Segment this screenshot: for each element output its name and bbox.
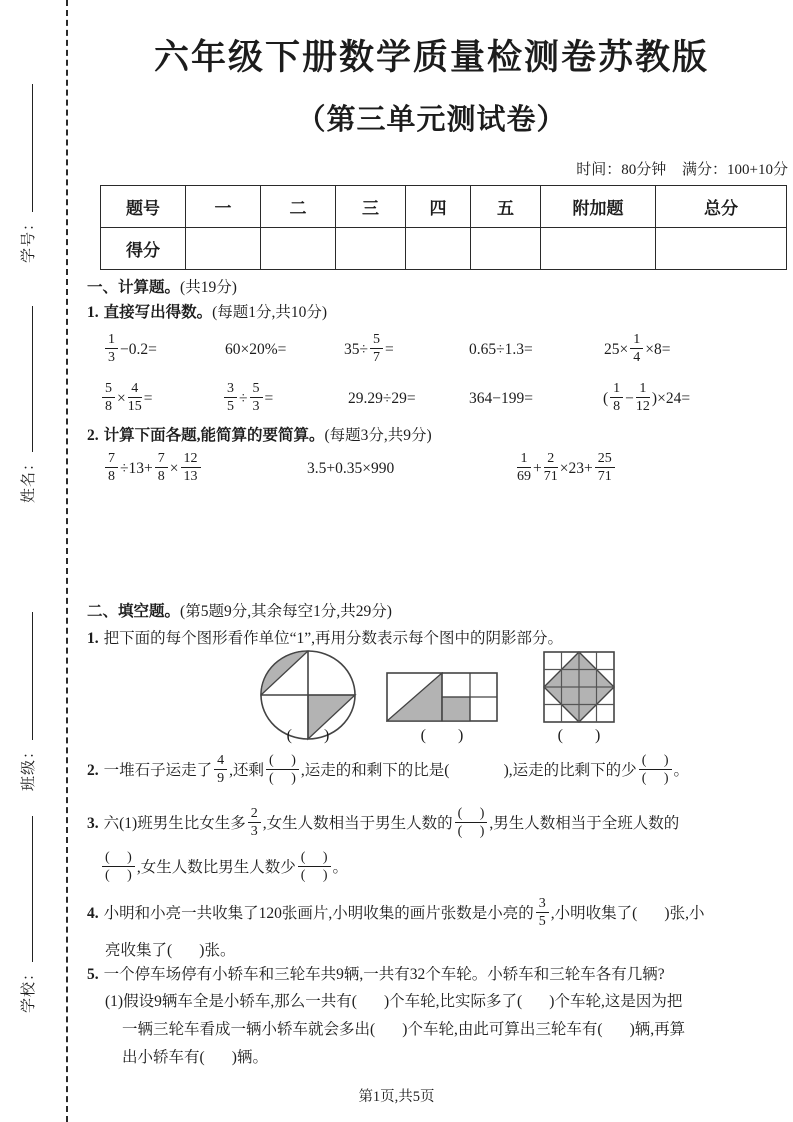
class-label: 班级：: [21, 742, 37, 791]
score-table-header-cell: 三: [336, 186, 406, 228]
school-label: 学校：: [21, 964, 37, 1013]
section2-title: 二、填空题。(第5题9分,其余每空1分,共29分): [87, 603, 392, 620]
school-blank-line: [17, 816, 33, 962]
s2-q3-line1: 3. 六(1)班男生比女生多 $\frac{2}{3}$ ,女生人数相当于男生人数的 $\frac{( )}{( )}$ ,男生人数相当于全班人数的: [87, 806, 680, 840]
math-problem: 29.29÷29=: [348, 390, 416, 407]
s2-q4-line1: 4. 小明和小亮一共收集了120张画片,小明收集的画片张数是小亮的 $\frac{3}{5}$ ,小明收集了( )张,小: [87, 896, 705, 930]
q4-body-line1: 小明和小亮一共收集了120张画片,小明收集的画片张数是小亮的 $\frac{3}{5}$ ,小明收集了( )张,小: [103, 896, 705, 930]
score-cell: [541, 228, 656, 270]
math-problem: 364−199=: [469, 390, 533, 407]
s2-q5-intro: 5. 一个停车场停有小轿车和三轮车共9辆,一共有32个车轮。小轿车和三轮车各有几辆?: [87, 966, 665, 983]
math-problem: 0.65÷1.3=: [469, 341, 533, 358]
score-table-header-cell: 附加题: [541, 186, 656, 228]
score-table: [100, 185, 787, 270]
score-table-header-cell: 二: [261, 186, 336, 228]
paper-subtitle: （第三单元测试卷）: [296, 104, 567, 136]
s2-q5-sub2: 一辆三轮车看成一辆小轿车就会多出( )个车轮,由此可算出三轮车有( )辆,再算: [122, 1021, 686, 1038]
exam-time: 时间：80分钟: [576, 162, 667, 178]
score-table-header-row: [101, 186, 787, 228]
math-problem: 25× $\frac{1}{4}$ ×8=: [604, 331, 671, 365]
score-table-header-cell: 五: [471, 186, 541, 228]
s1-q2-label: 2. 计算下面各题,能简算的要简算。(每题3分,共9分): [87, 427, 432, 444]
grid-diamond-fraction-figure: [543, 651, 615, 723]
school-field: [17, 816, 38, 1013]
score-cell: [186, 228, 261, 270]
score-cell: [656, 228, 787, 270]
math-problem: $\frac{5}{8}$ × $\frac{4}{15}$ =: [100, 377, 153, 421]
score-cell: [406, 228, 471, 270]
s1-q1-row1: [0, 328, 793, 376]
q2-body: 一堆石子运走了 $\frac{4}{9}$ ,还剩 $\frac{( )}{( )}$ ,运走的和剩下的比是( ),运走的比剩下的少 $\frac{( )}{( )}$ 。: [103, 753, 690, 787]
exam-full-score: 满分：100+10分: [682, 162, 788, 178]
student-id-blank-line: [17, 84, 33, 212]
score-cell: [261, 228, 336, 270]
s2-q1-text: 1. 把下面的每个图形看作单位“1”,再用分数表示每个图中的阴影部分。: [87, 630, 564, 647]
s2-q2: 2. 一堆石子运走了 $\frac{4}{9}$ ,还剩 $\frac{( )}{( )}$ ,运走的和剩下的比是( ),运走的比剩下的少 $\frac{( )}{( )}$ 。: [87, 753, 690, 787]
score-cell: [336, 228, 406, 270]
score-table-header-cell: 题号: [101, 186, 186, 228]
figure1-answer-blank: ( ): [286, 727, 330, 744]
shaded-cell: [442, 697, 470, 721]
math-problem: 3.5+0.35×990: [307, 460, 395, 477]
section1-title: 一、计算题。(共19分): [87, 279, 237, 296]
paper-title: 六年级下册数学质量检测卷苏教版: [153, 38, 709, 77]
score-table-header-cell: 四: [406, 186, 471, 228]
s2-q5-sub3: 出小轿车有( )辆。: [122, 1049, 268, 1066]
score-table-header-cell: 一: [186, 186, 261, 228]
class-blank-line: [17, 612, 33, 740]
rectangle-fraction-figure: [386, 672, 498, 722]
score-cell: [471, 228, 541, 270]
student-name-label: 姓名：: [21, 454, 37, 503]
q4-body-line2: 亮收集了( )张。: [105, 942, 236, 959]
math-problem: $\frac{7}{8}$ ÷13+ $\frac{7}{8}$ × $\frac{12}{13}$: [103, 447, 203, 491]
math-problem: $\frac{1}{69}$ + $\frac{2}{71}$ ×23+ $\frac{25}{71}$: [515, 447, 617, 491]
math-problem: ( $\frac{1}{8}$ − $\frac{1}{12}$ )×24=: [603, 380, 691, 414]
exam-meta: [0, 158, 788, 179]
q3-body-line2: $\frac{( )}{( )}$ ,女生人数比男生人数少 $\frac{( )}{( )}$ 。: [100, 859, 348, 876]
s1-q1-row2: [0, 377, 793, 425]
student-id-label: 学号：: [21, 214, 37, 263]
class-field: [17, 612, 38, 791]
s2-q5-sub1: (1)假设9辆车全是小轿车,那么一共有( )个车轮,比实际多了( )个车轮,这是因为把: [105, 993, 683, 1010]
figure2-answer-blank: ( ): [420, 727, 464, 744]
math-problem: 60×20%=: [225, 341, 287, 358]
math-problem: $\frac{3}{5}$ ÷ $\frac{5}{3}$ =: [222, 377, 273, 421]
s1-q1-label: 1. 直接写出得数。(每题1分,共10分): [87, 304, 328, 321]
math-problem: 35÷ $\frac{5}{7}$ =: [344, 331, 394, 365]
page-number: 第1页,共5页: [358, 1089, 435, 1105]
s2-q3-line2: [100, 852, 348, 885]
s1-q2-row: [0, 447, 793, 495]
score-table-score-row: [101, 228, 787, 270]
s2-q4-line2: [105, 940, 235, 962]
q3-body-line1: 六(1)班男生比女生多 $\frac{2}{3}$ ,女生人数相当于男生人数的 $\frac{( )}{( )}$ ,男生人数相当于全班人数的: [103, 806, 680, 840]
figure3-answer-blank: ( ): [557, 727, 601, 744]
math-problem: $\frac{1}{3}$ −0.2=: [103, 328, 157, 372]
score-table-header-cell: 总分: [656, 186, 787, 228]
score-row-label: 得分: [101, 228, 186, 270]
